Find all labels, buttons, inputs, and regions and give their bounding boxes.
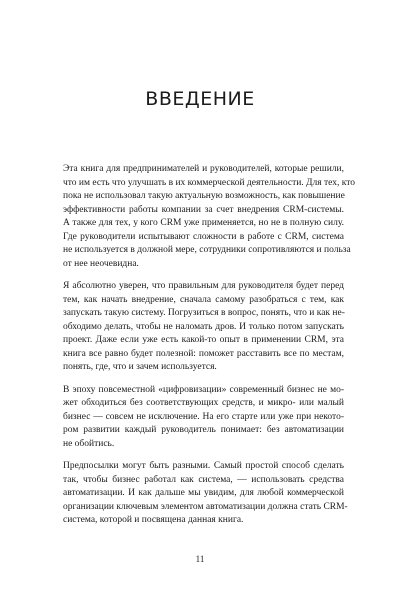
text-line: жет обходиться без соответствующих средств, и микро- или малый [63,398,344,408]
text-line: обходимо делать, чтобы не наломать дров. И только потом запускать [63,321,344,332]
body-text [63,163,356,537]
text-line: бизнес — совсем не исключение. На его старте или уже при некото- [63,411,344,422]
text-line: понять, где, что и зачем используется. [63,362,217,372]
text-line: запускать такую систему. Погрузиться в вопрос, понять, что и как не- [63,308,345,318]
paragraph-1 [63,163,356,271]
paragraph-2 [63,280,344,375]
paragraph-3 [63,384,344,452]
text-line: не обойтись. [63,438,115,449]
text-line: книга все равно будет полезной: поможет расставить все по местам, [63,348,344,359]
text-line: автоматизации. И как дальше мы увидим, для любой коммерческой [63,488,344,498]
page-number: 11 [195,554,205,564]
chapter-title: ВВЕДЕНИЕ [145,88,255,110]
text-line: не используется в должной мере, сотрудники сопротивляются и польза [63,245,351,255]
text-line: Эта книга для предпринимателей и руководителей, которые решили, [63,164,344,174]
paragraph-4 [63,460,348,528]
text-line: организации ключевым элементом автоматизации должна стать CRM- [63,501,348,512]
text-line: от нее неочевидна. [63,258,139,269]
text-line: что им есть что улучшать в их коммерческой деятельности. Для тех, кто [63,177,356,188]
text-line: проект. Даже если уже есть какой-то опыт в применении CRM, эта [63,335,344,345]
text-line: А также для тех, у кого CRM уже применяется, но не в полную силу. [63,218,344,228]
text-line: пока не использовал такую актуальную возможность, как повышение [63,191,345,201]
text-line: система, которой и посвящена данная книга. [63,515,244,525]
text-line: тем, как начать внедрение, сначала самому разобраться с тем, как [63,294,344,305]
text-line: ром развитии каждый руководитель понимает: без автоматизации [63,425,344,435]
text-line: В эпоху повсеместной «цифровизации» современный бизнес не мо- [63,384,344,395]
text-line: Предпосылки могут быть разными. Самый простой способ сделать [63,461,344,471]
text-line: Где руководители испытывают сложности в работе с CRM, система [63,231,344,242]
text-line: так, чтобы бизнес работал как система, — использовать средства [63,474,344,485]
text-line: Я абсолютно уверен, что правильным для руководителя будет перед [63,281,344,291]
text-line: эффективности работы компании за счет внедрения CRM-системы. [63,204,344,215]
